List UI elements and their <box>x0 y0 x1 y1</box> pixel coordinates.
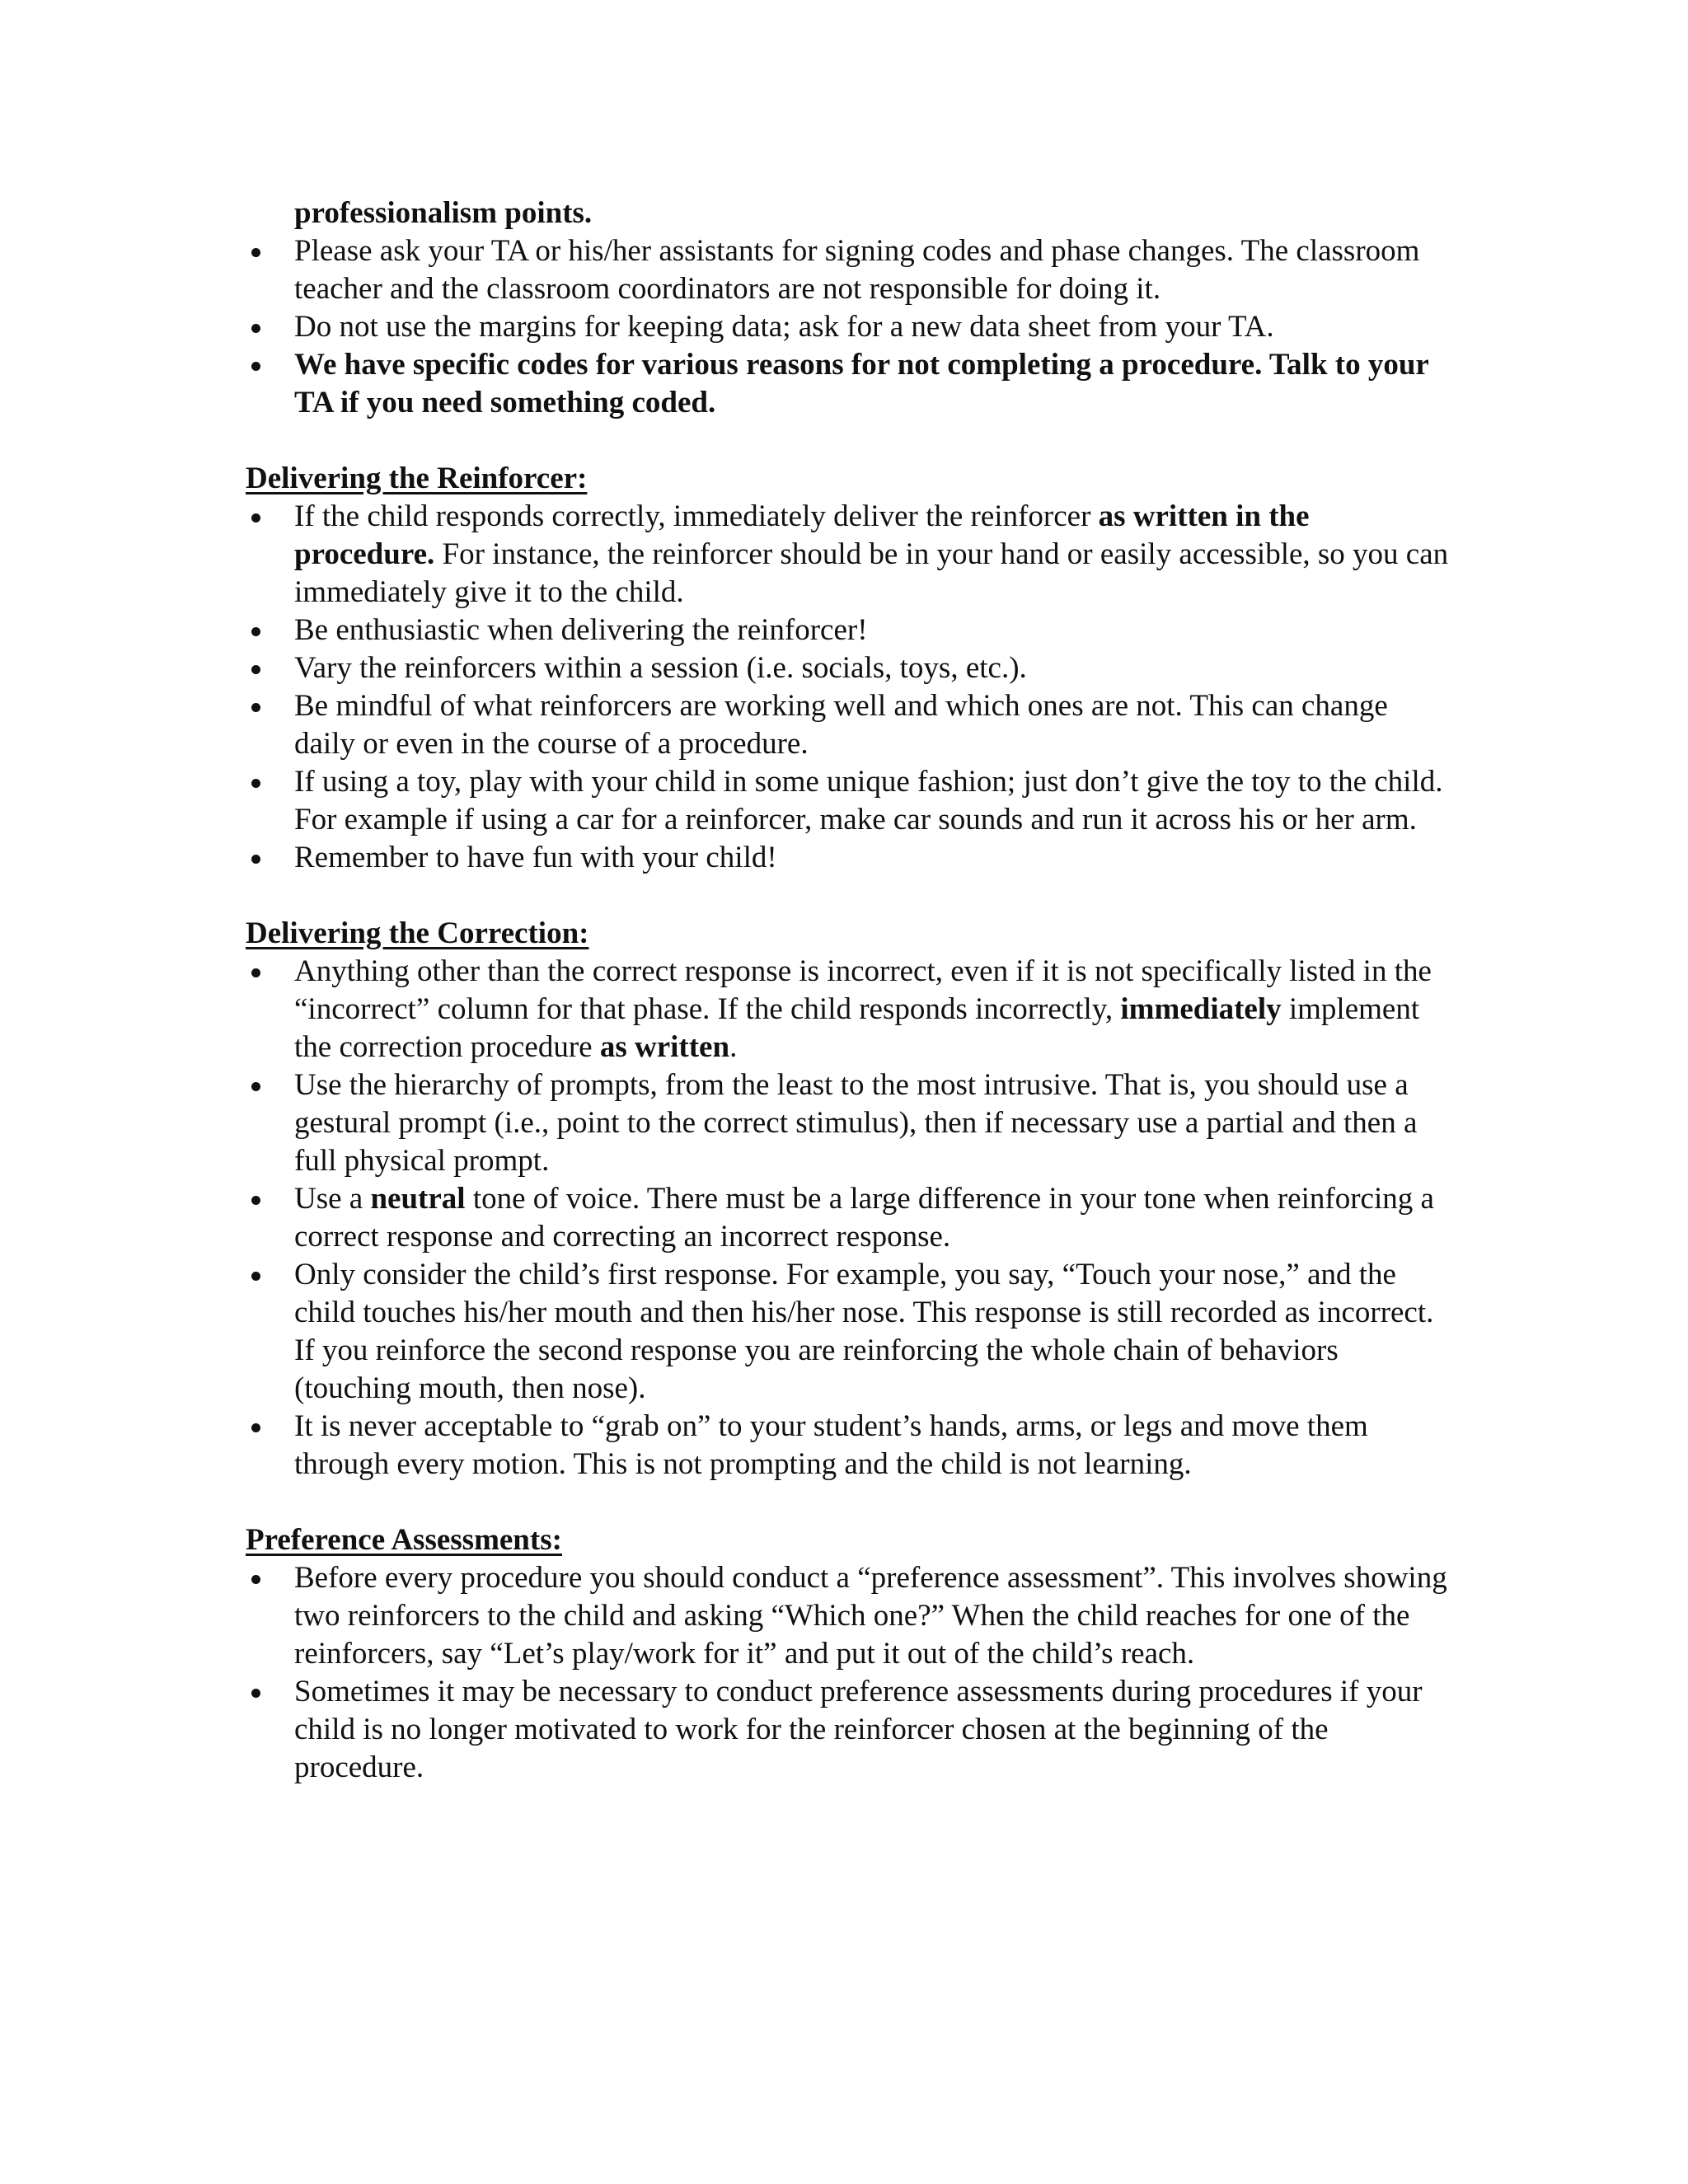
bullet-item <box>246 232 1449 308</box>
text-run: Be mindful of what reinforcers are working well and which ones are not. This can change daily or even in the course of a procedure. <box>294 689 1388 761</box>
section <box>246 1521 1449 1787</box>
section-bullet-list <box>246 1559 1449 1787</box>
text-run: Use the hierarchy of prompts, from the least to the most intrusive. That is, you should use a gestural prompt (i.e., point to the correct stimulus), then if necessary use a partial and then a full physical prompt. <box>294 1068 1418 1178</box>
bold-text: immediately <box>1120 992 1282 1026</box>
bullet-item <box>246 687 1449 763</box>
section-bullet-list <box>246 953 1449 1483</box>
bullet-item <box>246 308 1449 346</box>
bullet-item <box>246 1256 1449 1408</box>
bold-text: as written <box>599 1030 730 1064</box>
bullet-item <box>246 1180 1449 1256</box>
text-run: implement the correction procedure <box>294 992 1420 1064</box>
text-run: Before every procedure you should conduct a “preference assessment”. This involves showing two reinforcers to the child and asking “Which one?” When the child reaches for one of the reinforcers, say “Let’s play/work for it” and put it out of the child’s reach. <box>294 1561 1447 1671</box>
section-bullet-list <box>246 498 1449 877</box>
section-heading: Preference Assessments: <box>246 1523 562 1557</box>
text-run: For instance, the reinforcer should be in your hand or easily accessible, so you can immediately give it to the child. <box>294 537 1449 609</box>
bullet-item <box>246 1673 1449 1787</box>
section <box>246 460 1449 877</box>
bullet-item <box>246 346 1449 422</box>
bullet-item <box>246 498 1449 612</box>
continued-text: professionalism points. <box>294 196 593 230</box>
text-run: . <box>729 1030 738 1064</box>
bullet-item <box>246 839 1449 877</box>
bullet-item <box>246 612 1449 649</box>
bullet-item <box>246 1559 1449 1673</box>
text-run: Use a <box>294 1182 371 1216</box>
text-run: Sometimes it may be necessary to conduct preference assessments during procedures if your child is no longer motivated to work for the reinforcer chosen at the beginning of the procedure. <box>294 1675 1423 1784</box>
text-run: Do not use the margins for keeping data; ask for a new data sheet from your TA. <box>294 310 1274 344</box>
bullet-item <box>246 763 1449 839</box>
bullet-item <box>246 1066 1449 1180</box>
text-run: Vary the reinforcers within a session (i.e. socials, toys, etc.). <box>294 651 1027 685</box>
bullet-item <box>246 649 1449 687</box>
text-run: Please ask your TA or his/her assistants for signing codes and phase changes. The classroom teacher and the classroom coordinators are not responsible for doing it. <box>294 234 1420 306</box>
section <box>246 915 1449 1483</box>
text-run: It is never acceptable to “grab on” to your student’s hands, arms, or legs and move them through every motion. This is not prompting and the child is not learning. <box>294 1409 1368 1481</box>
text-run: If using a toy, play with your child in some unique fashion; just don’t give the toy to the child. For example if using a car for a reinforcer, make car sounds and run it across his or her arm. <box>294 765 1443 837</box>
sections-container <box>246 460 1449 1787</box>
text-run: Anything other than the correct response is incorrect, even if it is not specifically listed in the “incorrect” column for that phase. If the child responds incorrectly, <box>294 954 1432 1026</box>
document-page <box>246 194 1449 1787</box>
text-run: Remember to have fun with your child! <box>294 841 777 874</box>
bold-text: neutral <box>370 1182 466 1216</box>
section-heading: Delivering the Reinforcer: <box>246 462 588 495</box>
intro-bullet-list <box>246 232 1449 422</box>
text-run: Only consider the child’s first response. For example, you say, “Touch your nose,” and the child touches his/her mouth and then his/her nose. This response is still recorded as incorrect. If you reinforce the second response you are reinforcing the whole chain of behaviors (touching mouth, then nose). <box>294 1258 1434 1405</box>
text-run: If the child responds correctly, immediately deliver the reinforcer <box>294 499 1099 533</box>
bullet-item <box>246 1408 1449 1483</box>
text-run: tone of voice. There must be a large difference in your tone when reinforcing a correct response and correcting an incorrect response. <box>294 1182 1434 1254</box>
bullet-item <box>246 953 1449 1066</box>
bold-text: as written in the procedure. <box>294 499 1310 571</box>
section-heading: Delivering the Correction: <box>246 916 589 950</box>
text-run: Be enthusiastic when delivering the reinforcer! <box>294 613 868 647</box>
bold-text: We have specific codes for various reasons for not completing a procedure. Talk to your TA if you need something coded. <box>294 348 1429 419</box>
